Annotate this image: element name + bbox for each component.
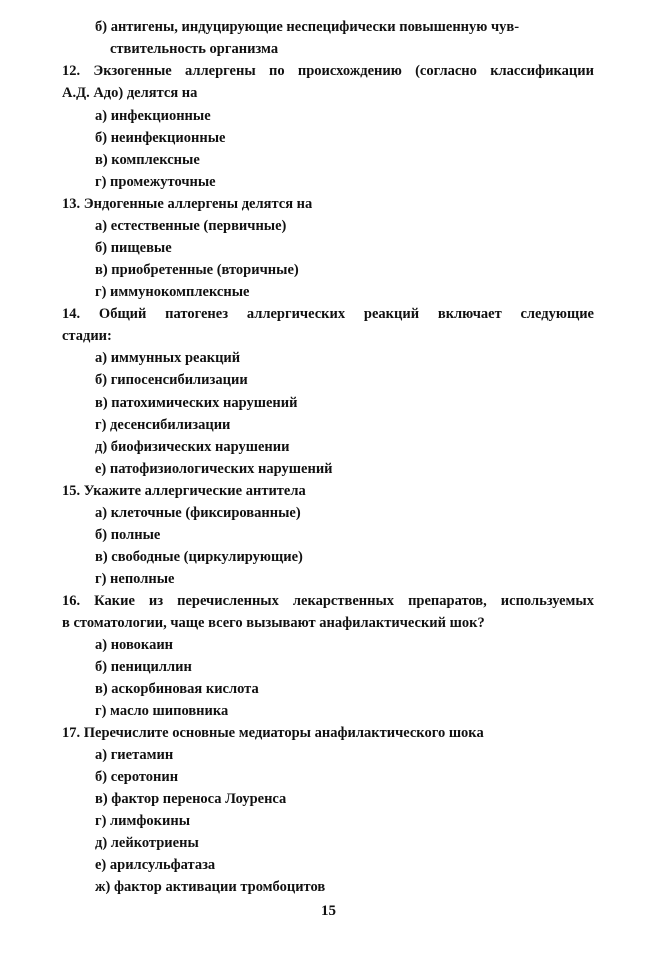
q13-option-a: а) естественные (первичные) (95, 218, 287, 234)
question-14-line-2: стадии: (62, 328, 112, 344)
q12-option-d: г) промежуточные (95, 174, 216, 190)
q16-option-b: б) пенициллин (95, 659, 192, 675)
q16-option-a: а) новокаин (95, 637, 174, 653)
intro-line-1: б) антигены, индуцирующие неспецифически повышенную чув- (95, 19, 520, 35)
q15-option-a: а) клеточные (фиксированные) (95, 505, 301, 521)
q14-option-b: б) гипосенсибилизации (95, 372, 248, 388)
page-number: 15 (321, 903, 336, 919)
question-15: 15. Укажите аллергические антитела (62, 483, 306, 499)
question-16-line-2: в стоматологии, чаще всего вызывают анафилактический шок? (62, 615, 485, 631)
q13-option-d: г) иммунокомплексные (95, 284, 250, 300)
q15-option-d: г) неполные (95, 571, 175, 587)
q14-option-d: г) десенсибилизации (95, 417, 231, 433)
q17-option-f: е) арилсульфатаза (95, 857, 216, 873)
question-12-line-1: 12. Экзогенные аллергены по происхождению (согласно классификации (62, 63, 594, 79)
q17-option-e: д) лейкотриены (95, 835, 199, 851)
q14-option-e: д) биофизических нарушении (95, 439, 290, 455)
question-13: 13. Эндогенные аллергены делятся на (62, 196, 313, 212)
q17-option-a: а) гиетамин (95, 747, 174, 763)
question-14-line-1: 14. Общий патогенез аллергических реакций включает следующие (62, 306, 594, 322)
intro-line-2: ствительность организма (110, 41, 279, 57)
q17-option-b: б) серотонин (95, 769, 179, 785)
q14-option-f: е) патофизиологических нарушений (95, 461, 333, 477)
question-16-line-1: 16. Какие из перечисленных лекарственных препаратов, используемых (62, 593, 594, 609)
q17-option-c: в) фактор переноса Лоуренса (95, 791, 287, 807)
question-12-line-2: А.Д. Адо) делятся на (62, 85, 198, 101)
q12-option-c: в) комплексные (95, 152, 200, 168)
q14-option-a: а) иммунных реакций (95, 350, 241, 366)
q15-option-c: в) свободные (циркулирующие) (95, 549, 303, 565)
q14-option-c: в) патохимических нарушений (95, 395, 298, 411)
q12-option-a: а) инфекционные (95, 108, 211, 124)
q17-option-g: ж) фактор активации тромбоцитов (95, 879, 326, 895)
q13-option-b: б) пищевые (95, 240, 172, 256)
q16-option-d: г) масло шиповника (95, 703, 229, 719)
q17-option-d: г) лимфокины (95, 813, 191, 829)
q16-option-c: в) аскорбиновая кислота (95, 681, 259, 697)
question-17: 17. Перечислите основные медиаторы анафилактического шока (62, 725, 484, 741)
q15-option-b: б) полные (95, 527, 161, 543)
q12-option-b: б) неинфекционные (95, 130, 226, 146)
q13-option-c: в) приобретенные (вторичные) (95, 262, 299, 278)
